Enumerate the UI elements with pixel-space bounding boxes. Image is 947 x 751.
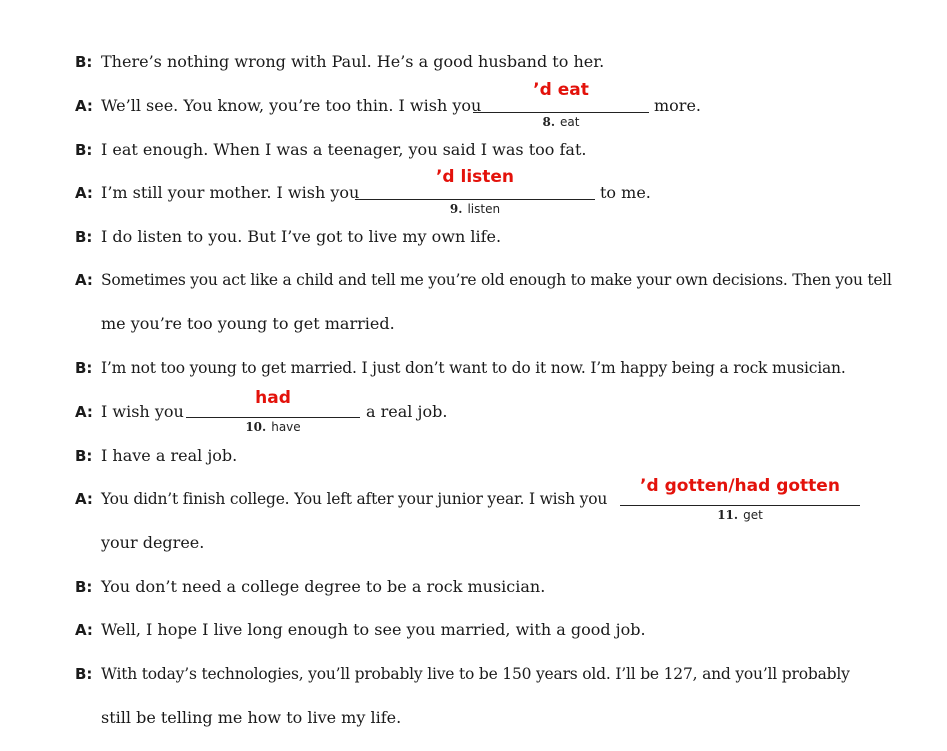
dialogue-line-with-blank [0,397,947,427]
dialogue-text: me you’re too young to get married. [101,314,395,333]
dialogue-line [0,265,947,295]
cue-verb: listen [467,202,501,216]
answer-filled[interactable]: had [255,388,291,408]
speaker-label: A: [75,621,93,639]
speaker-label: A: [75,490,93,508]
speaker-label: A: [75,271,93,289]
speaker-label: B: [75,228,93,246]
answer-blank-line [473,112,649,113]
dialogue-text-after: more. [654,96,702,115]
dialogue-text: I wish you [101,402,184,421]
dialogue-line [0,441,947,471]
dialogue-text: your degree. [101,533,205,552]
speaker-label: B: [75,447,93,465]
dialogue-line [0,135,947,165]
answer-blank-line [355,199,595,200]
speaker-label: B: [75,53,93,71]
answer-filled[interactable]: ’d eat [533,80,589,100]
item-number: 9. [449,202,463,216]
dialogue-text: You don’t need a college degree to be a rock musician. [101,577,546,596]
dialogue-text-after: to me. [600,183,651,202]
dialogue-text: Well, I hope I live long enough to see you married, with a good job. [101,620,646,639]
dialogue-line [0,47,947,77]
answer-filled[interactable]: ’d listen [435,167,515,187]
verb-cue [620,507,860,523]
cue-verb: eat [560,115,580,129]
cue-verb: have [271,420,301,434]
item-number: 10. [245,420,267,434]
speaker-label: A: [75,97,93,115]
dialogue-text: I do listen to you. But I’ve got to live my own life. [101,227,502,246]
dialogue-text: Sometimes you act like a child and tell me you’re old enough to make your own decisions. Then you tell [101,271,892,289]
speaker-label: B: [75,141,93,159]
item-number: 8. [542,115,556,129]
dialogue-text: still be telling me how to live my life. [101,708,402,727]
dialogue-continuation [0,309,947,339]
answer-blank-line [620,505,860,506]
dialogue-continuation [0,528,947,558]
dialogue-text: I’m still your mother. I wish you [101,183,360,202]
verb-cue [186,419,360,435]
answer-filled[interactable]: ’d gotten/had gotten [640,476,840,496]
dialogue-text: We’ll see. You know, you’re too thin. I wish you [101,96,482,115]
dialogue-text: I’m not too young to get married. I just don’t want to do it now. I’m happy being a rock musician. [101,359,846,377]
dialogue-line [0,222,947,252]
dialogue-text: There’s nothing wrong with Paul. He’s a good husband to her. [101,52,605,71]
dialogue-line [0,659,947,689]
dialogue-text: With today’s technologies, you’ll probably live to be 150 years old. I’ll be 127, and you’ll probably [101,665,850,683]
dialogue-text-after: a real job. [366,402,448,421]
speaker-label: B: [75,665,93,683]
dialogue-line [0,615,947,645]
dialogue-line [0,353,947,383]
cue-verb: get [743,508,763,522]
speaker-label: A: [75,403,93,421]
dialogue-text: I have a real job. [101,446,238,465]
dialogue-text: I eat enough. When I was a teenager, you said I was too fat. [101,140,587,159]
speaker-label: A: [75,184,93,202]
dialogue-line [0,572,947,602]
speaker-label: B: [75,359,93,377]
verb-cue [473,114,649,130]
dialogue-continuation [0,703,947,733]
dialogue-text: You didn’t finish college. You left after your junior year. I wish you [101,490,608,508]
item-number: 11. [717,508,739,522]
verb-cue [355,201,595,217]
answer-blank-line [186,417,360,418]
speaker-label: B: [75,578,93,596]
